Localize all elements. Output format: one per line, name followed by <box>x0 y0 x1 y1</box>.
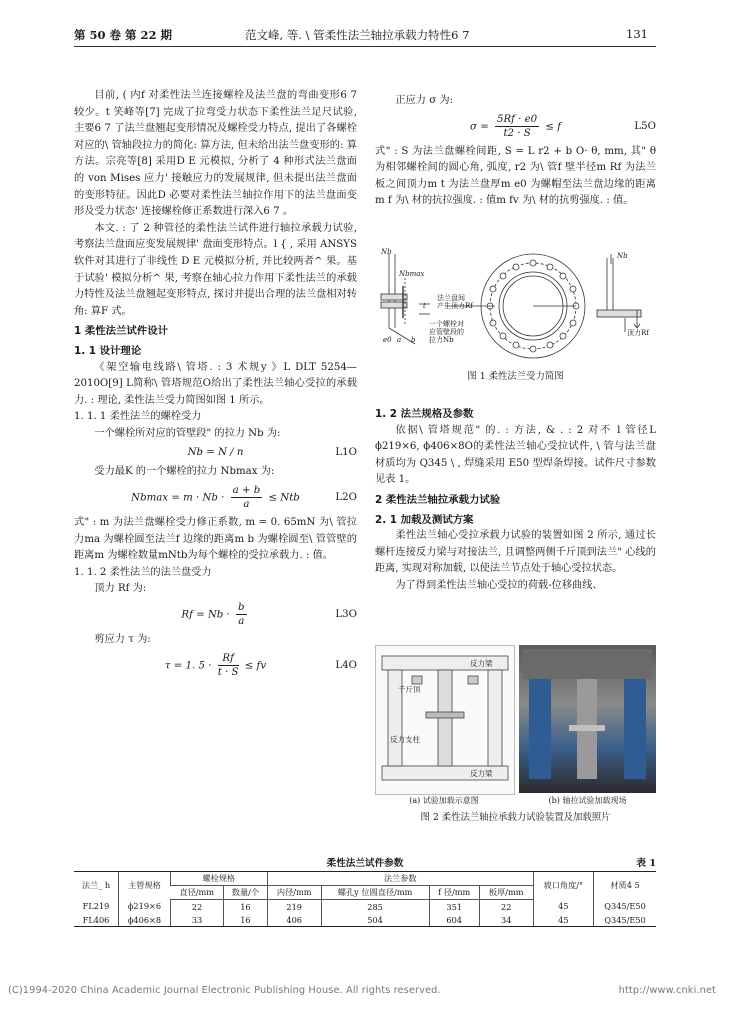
figure-2 <box>375 645 656 823</box>
paragraph: 顶力 Rf 为: <box>94 583 147 595</box>
table-row: FL406 ϕ406×8 33 16 406 504 604 34 45 Q345/E50 <box>74 913 656 927</box>
subsection-heading: 1. 2 法兰规格及参数 <box>375 408 474 420</box>
nb-label: Nb <box>617 252 628 260</box>
table-header: 法兰_ h <box>74 872 119 900</box>
table-header: f 径/mm <box>429 886 479 900</box>
dim-a-label: a <box>397 336 402 344</box>
dim-t-label: t <box>423 302 426 310</box>
table-header: 坡口角度/° <box>533 872 593 900</box>
nb-label: Nb <box>381 248 392 256</box>
flange-force-diagram <box>375 248 656 366</box>
figure-1 <box>375 248 656 382</box>
figure-1-caption: 图 1 柔性法兰受力简图 <box>467 371 564 382</box>
subsubsection-heading: 1. 1. 2 柔性法兰的法兰盘受力 <box>74 566 212 578</box>
dim-e0-label: e0 <box>383 336 392 344</box>
rf-label: 顶力Rf <box>627 329 649 337</box>
equation-number: L1O <box>335 447 357 459</box>
dim-b-label: b <box>411 336 416 344</box>
paragraph: 正应力 σ 为: <box>395 95 454 106</box>
paragraph: 《架空输电线路\ 管塔. : 3 术规y 》L DLT 5254—2010O[9] L简称\ 管塔规范O给出了柔性法兰轴心受拉的承载力. : 理论, 柔性法兰受力简图如图 1 所示。 <box>74 361 357 406</box>
copyright-text: (C)1994-2020 China Academic Journal Electronic Publishing House. All rights reserved. <box>8 985 441 996</box>
subfigure-b-caption: (b) 轴拉试验加载现场 <box>548 796 627 805</box>
figure-2-caption: 图 2 柔性法兰轴拉承载力试验装置及加载照片 <box>420 812 611 823</box>
paragraph: 剪应力 τ 为: <box>94 634 151 646</box>
header-rule <box>74 46 656 47</box>
table-header: 螺栓规格 <box>170 872 267 886</box>
figure-1-labels: 一个螺栓对 应管壁段的 拉力Nb <box>429 320 464 344</box>
equation-number: L2O <box>335 492 357 504</box>
section-heading: 1 柔性法兰试件设计 <box>74 325 168 338</box>
equation-3: Rf = Nb · $\frac{b}{a}$ L3O <box>181 602 357 628</box>
table-header: 材质4 5 <box>594 872 656 900</box>
test-site-photo <box>519 645 656 793</box>
right-column-bottom <box>375 403 656 595</box>
nbmax-label: Nbmax <box>399 270 425 278</box>
paragraph: 一个螺栓所对应的管壁段" 的拉力 Nb 为: <box>94 427 281 439</box>
beam-bottom-label: 反力梁 <box>470 769 493 778</box>
table-1-number: 表 1 <box>636 858 656 869</box>
paragraph: 式" : m 为法兰盘螺栓受力修正系数, m = 0. 65mN 为\ 管拉力ma 为螺栓圆至法兰f 边缘的距离m b 为螺栓圆至\ 管管壁的距离m 为螺栓数量mNtb为每个螺栓的受拉承载力. : 值。 <box>74 517 357 562</box>
table-header: 内径/mm <box>267 886 321 900</box>
table-row: FL219 ϕ219×6 22 16 219 285 351 22 45 Q345/E50 <box>74 900 656 914</box>
table-header: 主管规格 <box>119 872 171 900</box>
table-1 <box>74 871 656 927</box>
equation-number: L3O <box>335 609 357 621</box>
equation-number: L5O <box>634 120 656 132</box>
subsubsection-heading: 1. 1. 1 柔性法兰的螺栓受力 <box>74 411 202 423</box>
table-header: 法兰参数 <box>267 872 533 886</box>
table-header: 数量/个 <box>224 886 268 900</box>
loading-schematic <box>375 645 515 795</box>
copyright-footer <box>8 985 724 996</box>
jack-label: 千斤顶 <box>398 685 421 694</box>
running-title: 范文峰, 等. \ 管柔性法兰轴拉承载力特性6 7 <box>245 28 470 42</box>
left-column <box>74 88 357 683</box>
paragraph: 柔性法兰轴心受拉承载力试验的装置如图 2 所示, 通过长螺杆连接反力梁与对接法兰, 且调整两侧千斤顶到法兰" 心线的距离, 实现对称加载, 以使法兰节点处于轴心受拉状态。 <box>375 530 656 575</box>
paragraph: 本文. : 了 2 种管径的柔性法兰试件进行轴拉承载力试验, 考察法兰盘面应变发展规律' 盘面变形特点。l { , 采用 ANSYS 软件对其进行了非线性 D E 元模拟分析, 并比较两者^ 果。基于试验' 模拟分析^ 果, 考察在轴心拉力作用下柔性法兰的承载力特性及法兰盘翘起变形特点, 探讨并提出合理的法兰盘相对转角: 算F 式。 <box>74 222 357 317</box>
subsection-heading: 1. 1 设计理论 <box>74 344 142 357</box>
table-header: 板厚/mm <box>479 886 533 900</box>
section-heading: 2 柔性法兰轴拉承载力试验 <box>375 493 501 506</box>
journal-issue: 第 50 卷 第 22 期 <box>74 28 173 42</box>
table-1-title: 柔性法兰试件参数 表 1 <box>74 855 656 869</box>
column-label: 反力支柱 <box>390 735 420 744</box>
figure-1-labels: 法兰盘间 产生顶力Rf <box>437 294 473 310</box>
equation-1: Nb = N / n L1O <box>74 442 357 464</box>
right-column-top <box>375 93 656 210</box>
table-header: 直径/mm <box>170 886 223 900</box>
paragraph: 受力最K 的一个螺栓的拉力 Nbmax 为: <box>94 466 275 478</box>
equation-number: L4O <box>335 659 357 671</box>
table-header: 螺孔y 位圆直径/mm <box>321 886 429 900</box>
footer-link[interactable]: http://www.cnki.net <box>618 985 716 996</box>
paragraph: 目前, ( 内f 对柔性法兰连接螺栓及法兰盘的弯曲变形6 7 较少。t 笑峰等[7] 完成了拉弯受力状态下柔性法兰足尺试验, 主要6 7 了法兰盘翘起变形情况及螺栓受力特点, 提出了各螺栓对应的\ 管轴段拉力的简化: 算方法, 但未给出法兰盘变形的: 算方法。宗亮等[8] 采用D E 元模拟, 分析了 4 种形式法兰盘面的 von Mises 应力' 接触应力的发展规律, 但未提出法兰盘面的变形特征。因此D 必要对柔性法兰轴拉作用下的法兰盘面变形及受力状态' 连接螺栓修正系数进行深入6 7 。 <box>74 90 357 218</box>
paragraph: 式" : S 为法兰盘螺栓间距, S = L r2 + b O· θ, mm, 其" θ 为相邻螺栓间的圆心角, 弧度, r2 为\ 管f 壁半径m Rf 为法兰板之间顶力m t 为法兰盘厚m e0 为螺帽至法兰盘边缘的距离m f 为\ 材的抗拉强度. : 值m fv 为\ 材的抗剪强度. : 值。 <box>375 145 656 207</box>
equation-4: τ = 1. 5 · $\frac{Rf}{t \cdot S}$ ≤ fv L4O <box>164 652 357 678</box>
equation-2: Nbmax = m · Nb · $\frac{a + b}{a}$ ≤ Ntb L2O <box>131 485 357 511</box>
beam-top-label: 反力梁 <box>470 659 493 668</box>
subsection-heading: 2. 1 加载及测试方案 <box>375 513 474 526</box>
subfigure-a-caption: (a) 试验加载示意图 <box>409 796 479 805</box>
equation-5: σ = $\frac{5Rf \cdot e0}{t2 \cdot S}$ ≤ f L5O <box>470 113 656 139</box>
paragraph: 为了得到柔性法兰轴心受拉的荷载-位移曲线、 <box>395 579 603 591</box>
page-number: 131 <box>626 27 648 41</box>
paragraph: 依据\ 管塔规范" 的. : 方法, & . : 2 对不 l 管径L ϕ219×6, ϕ406×8O的柔性法兰轴心受拉试件, \ 管与法兰盘材质均为 Q345 \ , 焊缝采用 E50 型焊条焊接。试件尺寸参数见表 1。 <box>375 424 656 486</box>
